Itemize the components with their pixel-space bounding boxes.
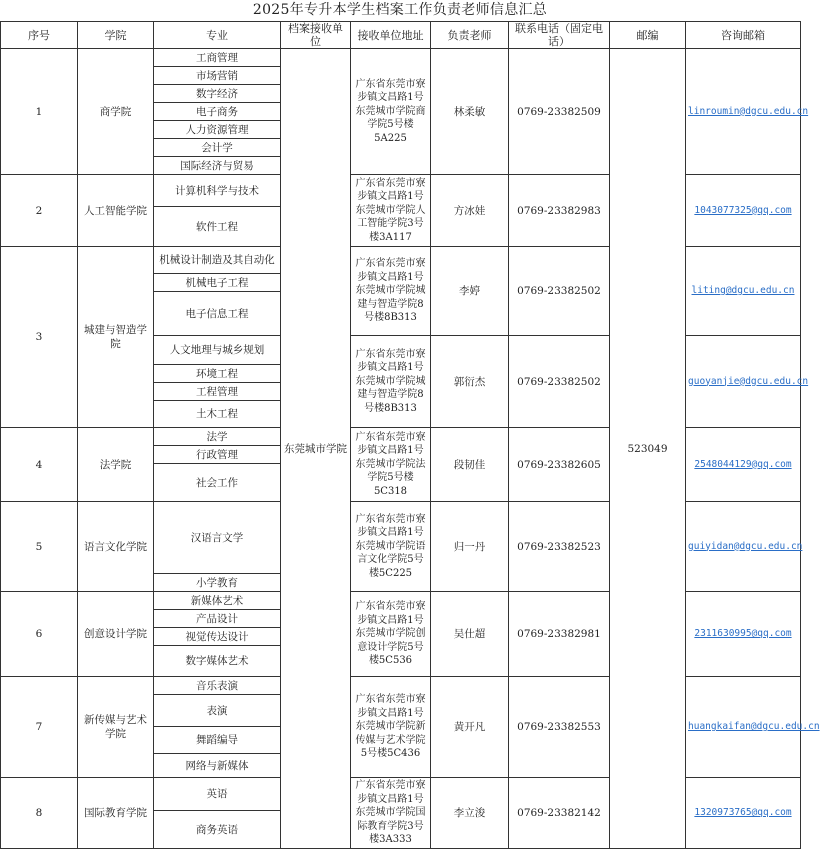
- major-cell: 市场营销: [154, 67, 281, 85]
- phone-cell: 0769-23382523: [509, 502, 610, 592]
- phone-cell: 0769-23382142: [509, 778, 610, 849]
- address-cell: 广东省东莞市寮步镇文昌路1号东莞城市学院新传媒与艺术学院5号楼5C436: [351, 677, 431, 778]
- major-cell: 数字经济: [154, 85, 281, 103]
- header-seq: 序号: [1, 22, 78, 49]
- email-link[interactable]: 1043077325@qq.com: [686, 175, 801, 247]
- phone-cell: 0769-23382605: [509, 428, 610, 502]
- phone-cell: 0769-23382502: [509, 336, 610, 428]
- college-name: 语言文化学院: [78, 502, 154, 592]
- email-link[interactable]: 2548044129@qq.com: [686, 428, 801, 502]
- major-cell: 舞蹈编导: [154, 727, 281, 754]
- teacher-cell: 林柔敏: [431, 49, 509, 175]
- row-seq: 5: [1, 502, 78, 592]
- major-cell: 音乐表演: [154, 677, 281, 695]
- header-college: 学院: [78, 22, 154, 49]
- major-cell: 国际经济与贸易: [154, 157, 281, 175]
- teacher-cell: 归一丹: [431, 502, 509, 592]
- college-name: 国际教育学院: [78, 778, 154, 849]
- major-cell: 机械电子工程: [154, 274, 281, 292]
- major-cell: 土木工程: [154, 401, 281, 428]
- header-teacher: 负责老师: [431, 22, 509, 49]
- major-cell: 会计学: [154, 139, 281, 157]
- header-unit: 档案接收单位: [281, 22, 351, 49]
- row-seq: 1: [1, 49, 78, 175]
- major-cell: 机械设计制造及其自动化: [154, 247, 281, 274]
- address-cell: 广东省东莞市寮步镇文昌路1号东莞城市学院城建与智造学院8号楼8B313: [351, 247, 431, 336]
- college-name: 城建与智造学院: [78, 247, 154, 428]
- teacher-cell: 李婷: [431, 247, 509, 336]
- teacher-cell: 黄开凡: [431, 677, 509, 778]
- phone-cell: 0769-23382981: [509, 592, 610, 677]
- address-cell: 广东省东莞市寮步镇文昌路1号东莞城市学院语言文化学院5号楼5C225: [351, 502, 431, 592]
- page-title: 2025年专升本学生档案工作负责老师信息汇总: [252, 2, 548, 18]
- major-cell: 电子信息工程: [154, 292, 281, 336]
- college-name: 法学院: [78, 428, 154, 502]
- phone-cell: 0769-23382502: [509, 247, 610, 336]
- major-cell: 产品设计: [154, 610, 281, 628]
- major-cell: 人文地理与城乡规划: [154, 336, 281, 365]
- major-cell: 视觉传达设计: [154, 628, 281, 646]
- header-address: 接收单位地址: [351, 22, 431, 49]
- teacher-cell: 段韧佳: [431, 428, 509, 502]
- header-major: 专业: [154, 22, 281, 49]
- phone-cell: 0769-23382553: [509, 677, 610, 778]
- teacher-cell: 郭衍杰: [431, 336, 509, 428]
- email-link[interactable]: 1320973765@qq.com: [686, 778, 801, 849]
- address-cell: 广东省东莞市寮步镇文昌路1号东莞城市学院创意设计学院5号楼5C536: [351, 592, 431, 677]
- major-cell: 网络与新媒体: [154, 754, 281, 778]
- major-cell: 商务英语: [154, 811, 281, 849]
- email-link[interactable]: linroumin@dgcu.edu.cn: [686, 49, 801, 175]
- major-cell: 英语: [154, 778, 281, 811]
- major-cell: 工商管理: [154, 49, 281, 67]
- phone-cell: 0769-23382983: [509, 175, 610, 247]
- email-link[interactable]: liting@dgcu.edu.cn: [686, 247, 801, 336]
- email-link[interactable]: guiyidan@dgcu.edu.cn: [686, 502, 801, 592]
- major-cell: 法学: [154, 428, 281, 446]
- header-phone: 联系电话（固定电话）: [509, 22, 610, 49]
- major-cell: 计算机科学与技术: [154, 175, 281, 207]
- row-seq: 3: [1, 247, 78, 428]
- major-cell: 环境工程: [154, 365, 281, 383]
- archive-contact-table: [0, 21, 820, 849]
- postcode-cell: 523049: [610, 49, 686, 849]
- teacher-cell: 方冰娃: [431, 175, 509, 247]
- major-cell: 电子商务: [154, 103, 281, 121]
- archive-unit: 东莞城市学院: [281, 49, 351, 849]
- major-cell: 新媒体艺术: [154, 592, 281, 610]
- row-seq: 4: [1, 428, 78, 502]
- address-cell: 广东省东莞市寮步镇文昌路1号东莞城市学院法学院5号楼5C318: [351, 428, 431, 502]
- major-cell: 人力资源管理: [154, 121, 281, 139]
- major-cell: 软件工程: [154, 207, 281, 247]
- major-cell: 行政管理: [154, 446, 281, 464]
- major-cell: 工程管理: [154, 383, 281, 401]
- address-cell: 广东省东莞市寮步镇文昌路1号东莞城市学院国际教育学院3号楼3A333: [351, 778, 431, 849]
- teacher-cell: 吴仕超: [431, 592, 509, 677]
- address-cell: 广东省东莞市寮步镇文昌路1号东莞城市学院人工智能学院3号楼3A117: [351, 175, 431, 247]
- college-name: 创意设计学院: [78, 592, 154, 677]
- major-cell: 汉语言文学: [154, 502, 281, 574]
- address-cell: 广东省东莞市寮步镇文昌路1号东莞城市学院商学院5号楼5A225: [351, 49, 431, 175]
- row-seq: 7: [1, 677, 78, 778]
- college-name: 新传媒与艺术学院: [78, 677, 154, 778]
- college-name: 商学院: [78, 49, 154, 175]
- college-name: 人工智能学院: [78, 175, 154, 247]
- teacher-cell: 李立浚: [431, 778, 509, 849]
- major-cell: 小学教育: [154, 574, 281, 592]
- row-seq: 8: [1, 778, 78, 849]
- major-cell: 数字媒体艺术: [154, 646, 281, 677]
- header-postcode: 邮编: [610, 22, 686, 49]
- phone-cell: 0769-23382509: [509, 49, 610, 175]
- header-email: 咨询邮箱: [686, 22, 801, 49]
- address-cell: 广东省东莞市寮步镇文昌路1号东莞城市学院城建与智造学院8号楼8B313: [351, 336, 431, 428]
- major-cell: 表演: [154, 695, 281, 727]
- row-seq: 2: [1, 175, 78, 247]
- email-link[interactable]: guoyanjie@dgcu.edu.cn: [686, 336, 801, 428]
- email-link[interactable]: 2311630995@qq.com: [686, 592, 801, 677]
- major-cell: 社会工作: [154, 464, 281, 502]
- row-seq: 6: [1, 592, 78, 677]
- email-link[interactable]: huangkaifan@dgcu.edu.cn: [686, 677, 801, 778]
